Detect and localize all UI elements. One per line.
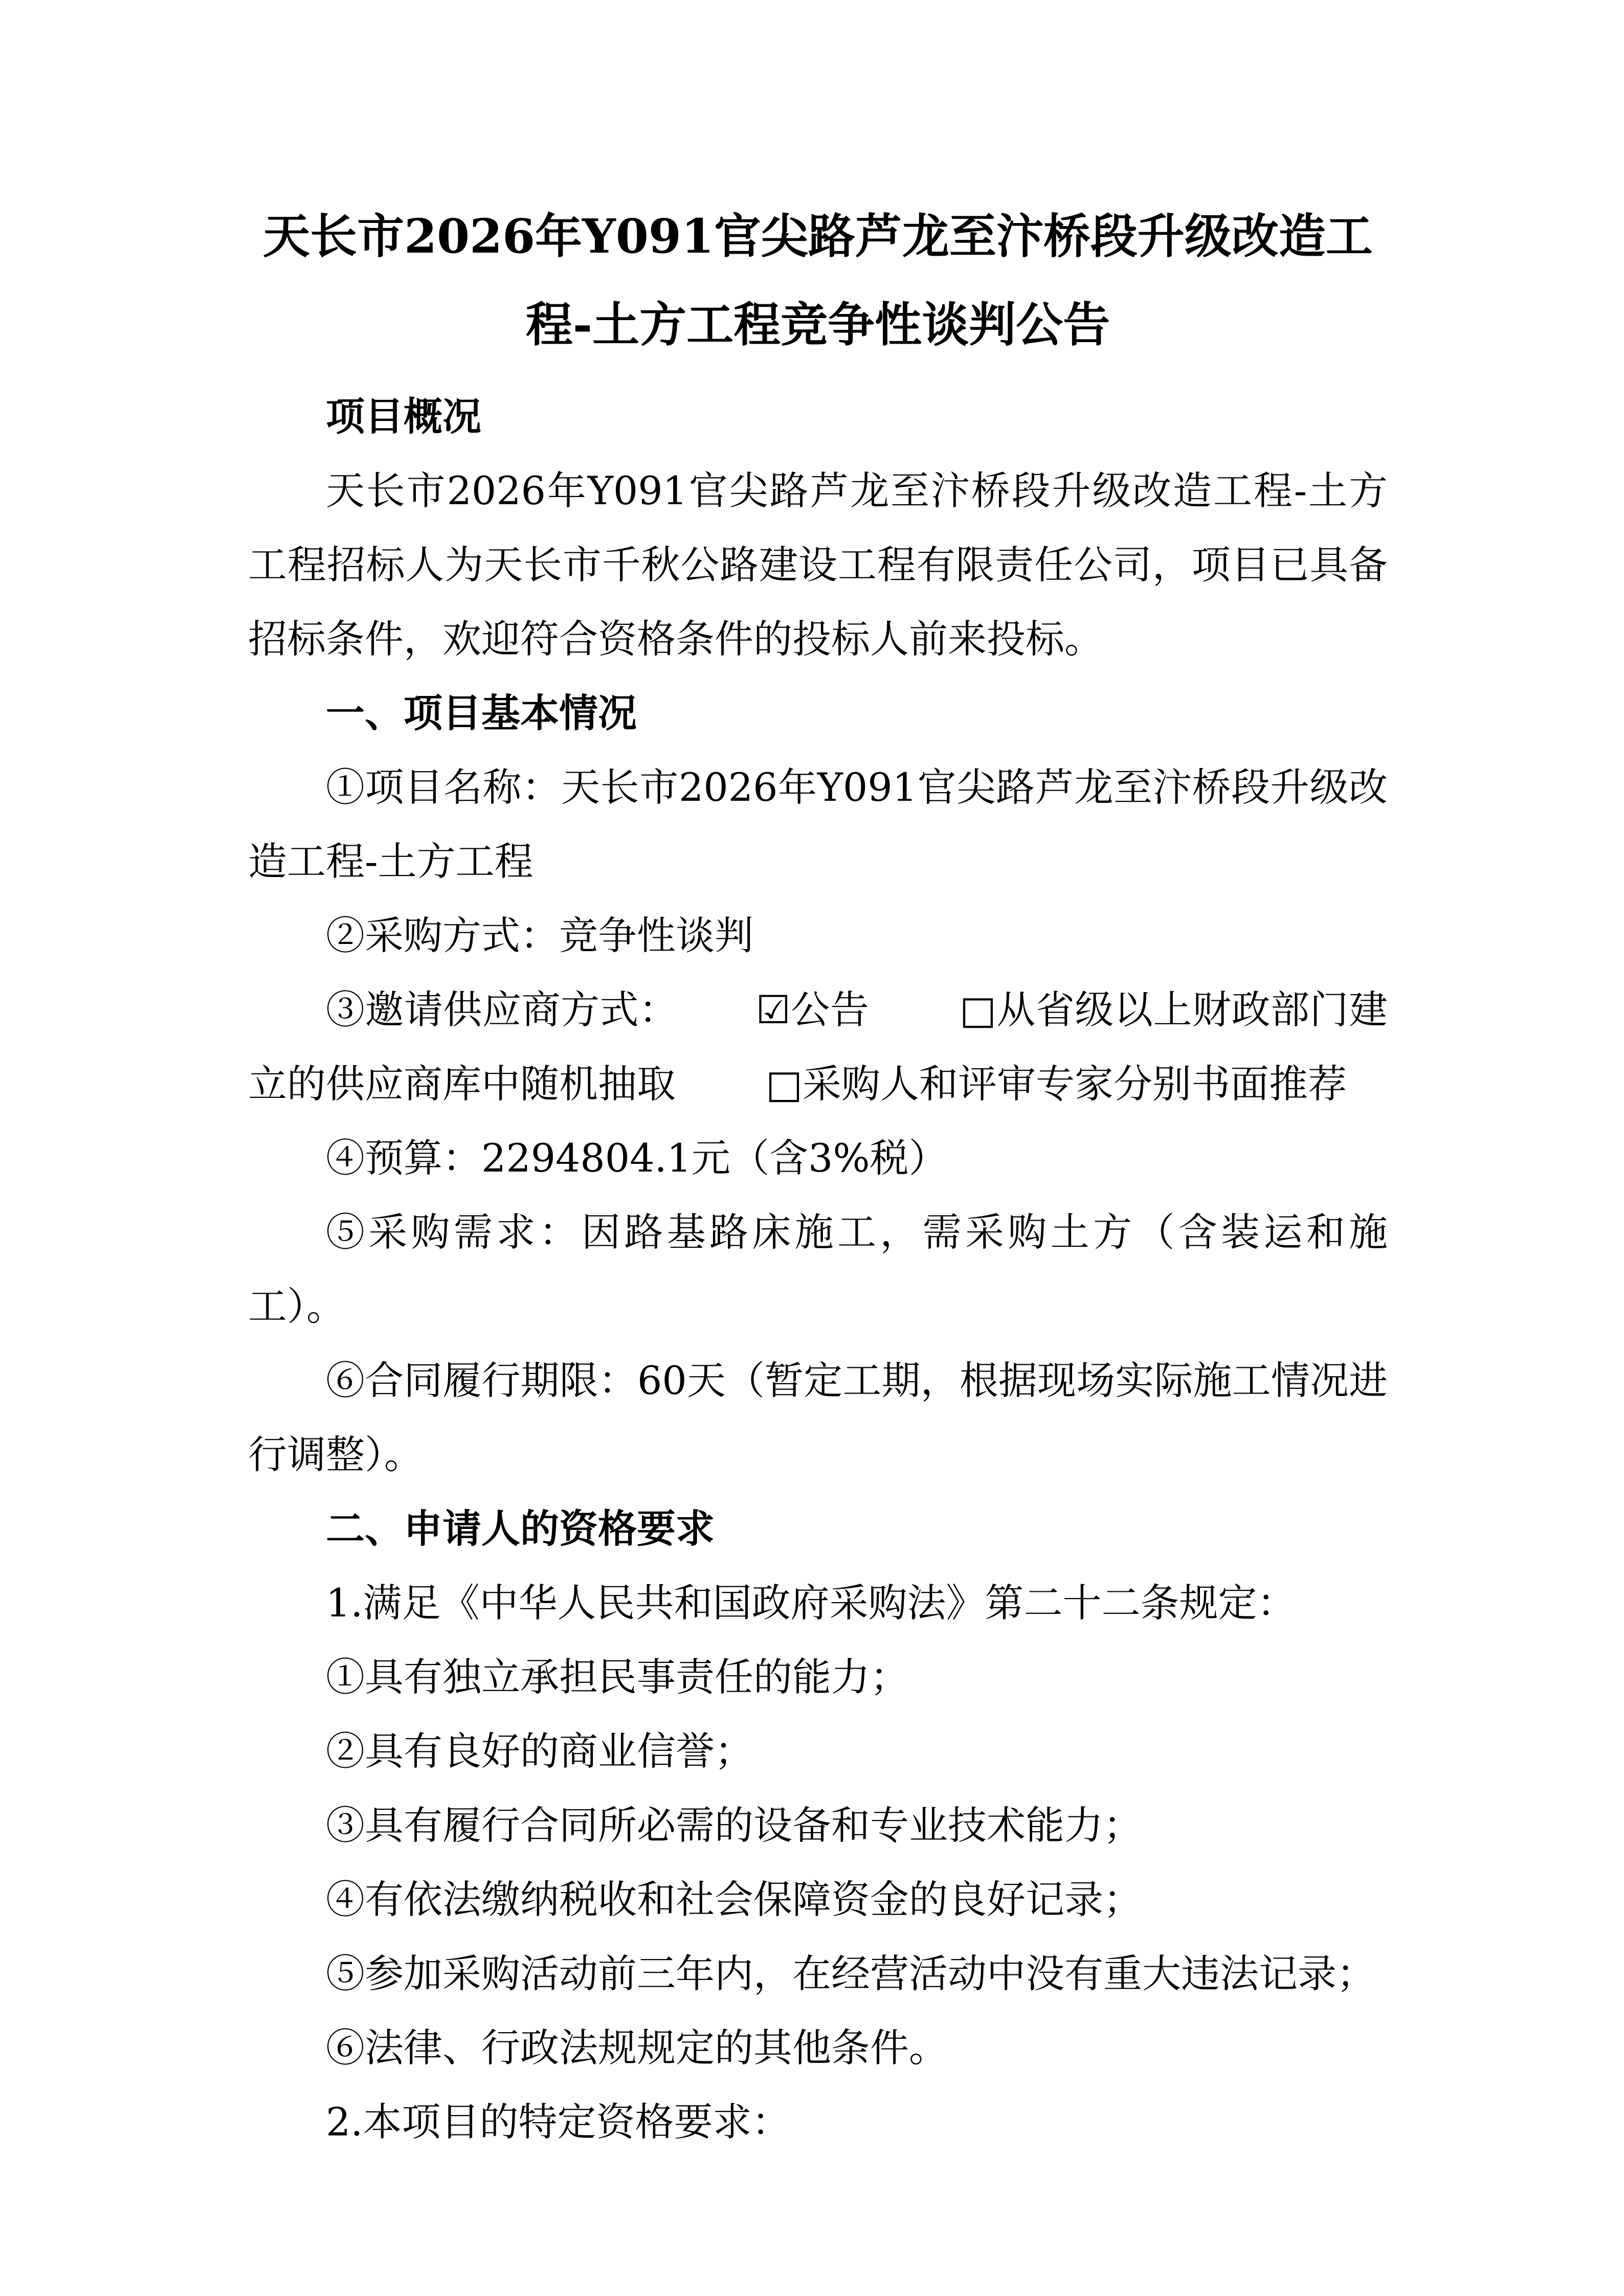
document-title: 天长市2026年Y091官尖路芦龙至汴桥段升级改造工程-土方工程竞争性谈判公告 — [263, 209, 1373, 352]
requirement-item-1: 1.满足《中华人民共和国政府采购法》第二十二条规定： — [326, 1580, 1296, 1626]
section1-heading: 一、项目基本情况 — [326, 690, 637, 736]
condition-item: ①具有独立承担民事责任的能力； — [326, 1654, 909, 1700]
invite-method — [248, 973, 1388, 1121]
budget: ④预算：2294804.1元（含3%税） — [326, 1135, 948, 1181]
section2-heading: 二、申请人的资格要求 — [326, 1506, 715, 1551]
document-page — [248, 192, 1388, 2159]
option-label: 采购人和评审专家分别书面推荐 — [802, 1061, 1347, 1107]
procurement-method: ②采购方式：竞争性谈判 — [326, 913, 753, 958]
condition-item: ③具有履行合同所必需的设备和专业技术能力； — [326, 1803, 1142, 1848]
contract-period: ⑥合同履行期限：60天（暂定工期，根据现场实际施工情况进行调整）。 — [248, 1358, 1388, 1477]
demand: ⑤采购需求：因路基路床施工，需采购土方（含装运和施工）。 — [248, 1209, 1388, 1329]
checkbox-empty-icon[interactable]: □ — [766, 1061, 803, 1107]
overview-heading: 项目概况 — [326, 394, 481, 439]
condition-item: ⑤参加采购活动前三年内，在经营活动中没有重大违法记录； — [326, 1951, 1375, 1996]
option-label: 公告 — [790, 987, 870, 1032]
option-label: 从省级以上财政部门建立的供应商库中随机抽取 — [248, 987, 1388, 1107]
condition-item: ⑥法律、行政法规规定的其他条件。 — [326, 2025, 948, 2070]
requirement-item-2: 2.本项目的特定资格要求： — [326, 2099, 791, 2145]
overview-text: 天长市2026年Y091官尖路芦龙至汴桥段升级改造工程-土方工程招标人为天长市千秋公路建设工程有限责任公司，项目已具备招标条件，欢迎符合资格条件的投标人前来投标。 — [248, 468, 1388, 662]
condition-item: ②具有良好的商业信誉； — [326, 1728, 753, 1774]
checkbox-checked-icon[interactable]: ☑ — [755, 987, 791, 1032]
invite-label: ③邀请供应商方式： — [326, 987, 678, 1032]
condition-item: ④有依法缴纳税收和社会保障资金的良好记录； — [326, 1877, 1142, 1922]
checkbox-empty-icon[interactable]: □ — [960, 987, 996, 1032]
project-name: ①项目名称：天长市2026年Y091官尖路芦龙至汴桥段升级改造工程-土方工程 — [248, 764, 1388, 884]
